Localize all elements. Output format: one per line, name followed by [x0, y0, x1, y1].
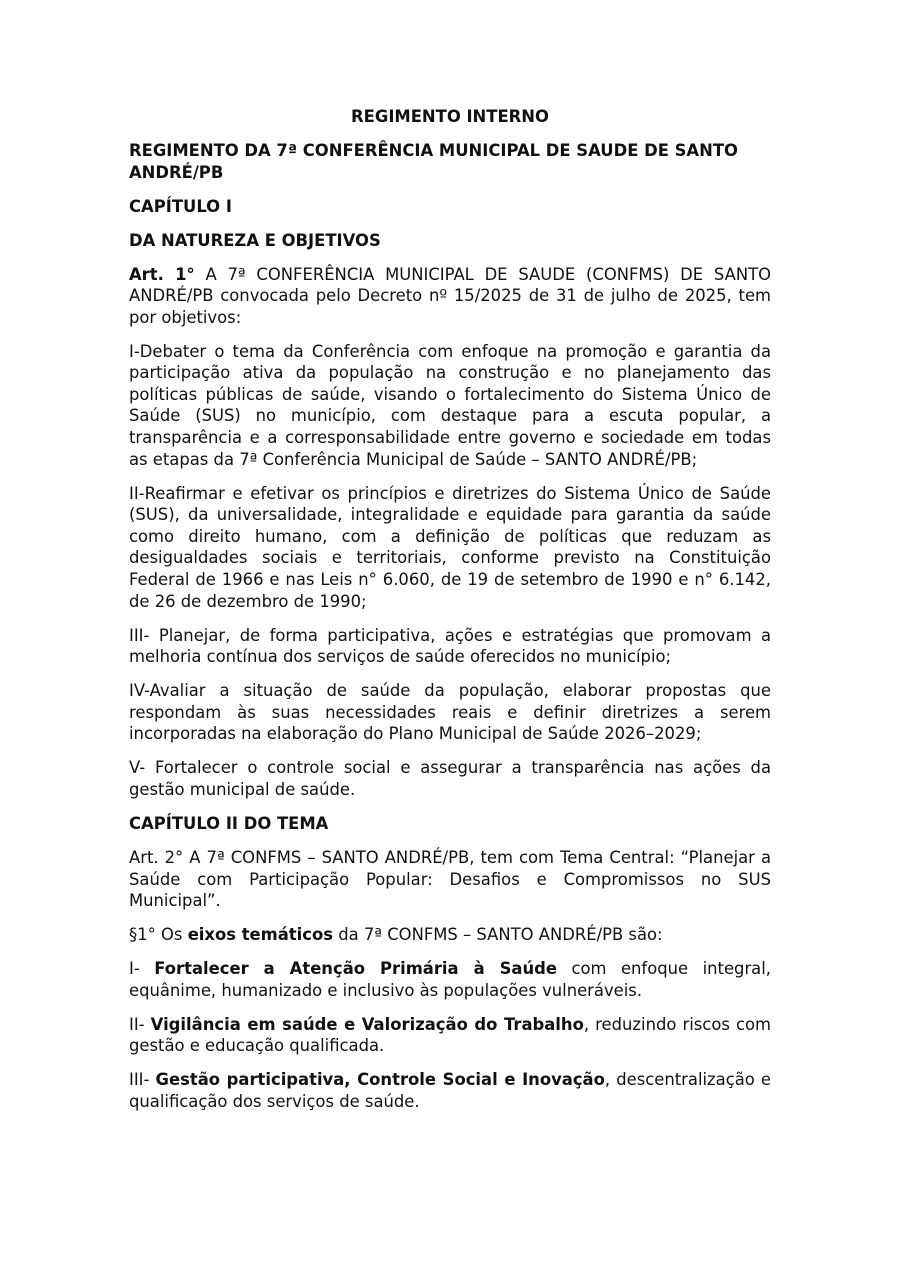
chapter-1-heading: CAPÍTULO I [129, 196, 232, 216]
document-title: REGIMENTO INTERNO [351, 107, 549, 126]
eixo-1-prefix: I- [129, 959, 155, 979]
document-page [129, 106, 771, 1125]
article-2: Art. 2° A 7ª CONFMS – SANTO ANDRÉ/PB, tem com Tema Central: “Planejar a Saúde com Participação Popular: Desafios e Compromissos no SUS Municipal”. [129, 847, 771, 911]
paragraph-1-suffix: da 7ª CONFMS – SANTO ANDRÉ/PB são: [333, 925, 663, 945]
article-1 [129, 264, 771, 329]
eixo-item-2 [129, 1014, 771, 1057]
eixo-3-suffix: , descentralização e qualificação dos serviços de saúde. [129, 1070, 771, 1111]
eixo-2-suffix: , reduzindo riscos com gestão e educação qualificada. [129, 1014, 771, 1056]
eixo-3-prefix: III- [129, 1070, 156, 1090]
objective-item-3: III- Planejar, de forma participativa, ações e estratégias que promovam a melhoria contínua dos serviços de saúde oferecidos no município; [129, 625, 771, 667]
document-subtitle: REGIMENTO DA 7ª CONFERÊNCIA MUNICIPAL DE SAUDE DE SANTO ANDRÉ/PB [129, 140, 738, 182]
paragraph-1 [129, 924, 771, 946]
eixo-2-bold: Vigilância em saúde e Valorização do Trabalho [150, 1014, 584, 1034]
eixo-item-1 [129, 958, 771, 1001]
eixo-3-bold: Gestão participativa, Controle Social e Inovação [155, 1070, 605, 1090]
paragraph-1-bold: eixos temáticos [187, 925, 333, 945]
objective-item-5: V- Fortalecer o controle social e assegurar a transparência nas ações da gestão municipal de saúde. [129, 758, 771, 799]
article-1-label: Art. 1° [129, 264, 195, 284]
objective-item-2: II-Reafirmar e efetivar os princípios e diretrizes do Sistema Único de Saúde (SUS), da universalidade, integralidade e equidade para garantia da saúde como direito humano, com a definição de políticas que reduzam as desigualdades sociais e territoriais, conforme previsto na Constituição Federal de 1966 e nas Leis n° 6.060, de 19 de setembro de 1990 e n° 6.142, de 26 de dezembro de 1990; [129, 483, 771, 611]
eixo-1-bold: Fortalecer a Atenção Primária à Saúde [154, 959, 557, 979]
eixo-item-3 [129, 1069, 771, 1112]
eixo-1-suffix: com enfoque integral, equânime, humanizado e inclusivo às populações vulneráveis. [129, 959, 771, 1000]
chapter-2-heading: CAPÍTULO II DO TEMA [129, 813, 329, 833]
objective-item-1: I-Debater o tema da Conferência com enfoque na promoção e garantia da participação ativa da população na construção e no planejamento das políticas públicas de saúde, visando o fortalecimento do Sistema Único de Saúde (SUS) no município, com destaque para a escuta popular, a transparência e a corresponsabilidade entre governo e sociedade em todas as etapas da 7ª Conferência Municipal de Saúde – SANTO ANDRÉ/PB; [129, 341, 771, 469]
article-1-text: A 7ª CONFERÊNCIA MUNICIPAL DE SAUDE (CONFMS) DE SANTO ANDRÉ/PB convocada pelo Decreto nº 15/2025 de 31 de julho de 2025, tem por objetivos: [129, 264, 772, 327]
objective-item-4: IV-Avaliar a situação de saúde da população, elaborar propostas que respondam às suas necessidades reais e definir diretrizes a serem incorporadas na elaboração do Plano Municipal de Saúde 2026–2029; [129, 681, 771, 744]
paragraph-1-prefix: §1° Os [129, 925, 188, 945]
chapter-1-subheading: DA NATUREZA E OBJETIVOS [129, 230, 381, 250]
eixo-2-prefix: II- [129, 1014, 151, 1034]
